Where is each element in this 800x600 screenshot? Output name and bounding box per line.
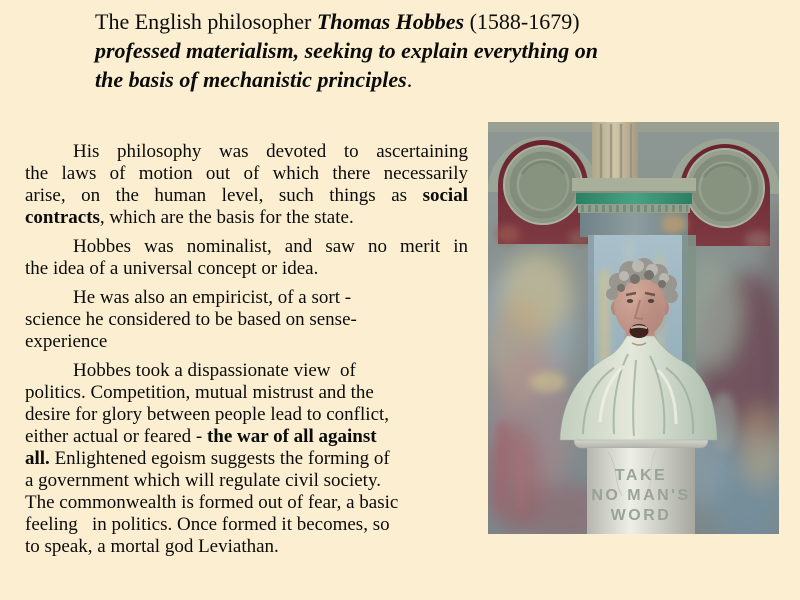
- text-line: [25, 185, 468, 207]
- text-line: [25, 258, 468, 280]
- text-segment: The commonwealth is formed out of fear, a basic: [25, 492, 399, 513]
- paragraph: [25, 141, 468, 229]
- text-line: [25, 360, 468, 382]
- paragraph: [25, 360, 468, 558]
- text-segment: the laws of motion out of which there necessarily: [25, 163, 468, 184]
- text-line: [25, 163, 468, 185]
- text-segment: a government which will regulate civil society.: [25, 470, 381, 491]
- text-line: [25, 514, 468, 536]
- text-line: [25, 331, 468, 353]
- pedestal-line-2: NO MAN'S: [591, 487, 691, 504]
- text-segment: experience: [25, 331, 108, 352]
- text-segment: science he considered to be based on sense-: [25, 309, 357, 330]
- slide-title: [95, 7, 735, 94]
- text-segment: Hobbes took a dispassionate view of: [73, 360, 356, 381]
- text-segment: desire for glory between people lead to conflict,: [25, 404, 390, 425]
- text-segment: Thomas Hobbes: [316, 9, 465, 34]
- text-line: [25, 426, 468, 448]
- pedestal-line-1: TAKE: [614, 467, 668, 484]
- text-segment: arise, on the human level, such things as: [25, 185, 423, 206]
- text-line: [25, 536, 468, 558]
- title-line: [95, 36, 735, 65]
- text-line: [25, 207, 468, 229]
- pedestal: [574, 430, 708, 535]
- title-line: [95, 65, 735, 94]
- text-segment: the war of all against: [206, 426, 377, 447]
- text-line: [25, 470, 468, 492]
- body-text: [25, 141, 468, 565]
- text-segment: Enlightened egoism suggests the forming of: [49, 448, 390, 469]
- text-line: [25, 141, 468, 163]
- title-line: [95, 7, 735, 36]
- paragraph: [25, 236, 468, 280]
- capital-block: [572, 178, 696, 237]
- text-segment: professed materialism, seeking to explain everything on: [95, 38, 598, 63]
- text-segment: either actual or feared -: [25, 426, 207, 447]
- text-segment: He was also an empiricist, of a sort -: [73, 287, 352, 308]
- text-segment: politics. Competition, mutual mistrust and the: [25, 382, 374, 403]
- text-segment: , which are the basis for the state.: [99, 207, 354, 228]
- text-segment: all.: [25, 448, 50, 469]
- text-line: [25, 448, 468, 470]
- arch-architecture: [488, 122, 779, 249]
- text-segment: the basis of mechanistic principles: [95, 67, 407, 92]
- text-segment: (1588-1679): [464, 9, 580, 34]
- text-line: [25, 309, 468, 331]
- hobbes-bust-image: [488, 122, 779, 534]
- paragraph: [25, 287, 468, 353]
- pedestal-line-3: WORD: [610, 507, 672, 524]
- text-line: [25, 404, 468, 426]
- text-segment: social: [422, 185, 468, 206]
- text-segment: His philosophy was devoted to ascertaining: [73, 141, 468, 162]
- text-segment: contracts: [25, 207, 100, 228]
- text-segment: .: [406, 67, 413, 92]
- bust-photo-illustration: [488, 122, 779, 534]
- text-segment: Hobbes was nominalist, and saw no merit in: [73, 236, 468, 257]
- text-line: [25, 236, 468, 258]
- right-medallion: [686, 149, 764, 227]
- text-line: [25, 382, 468, 404]
- fluted-column: [592, 122, 638, 182]
- text-segment: the idea of a universal concept or idea.: [25, 258, 319, 279]
- text-line: [25, 287, 468, 309]
- text-segment: to speak, a mortal god Leviathan.: [25, 536, 279, 557]
- text-segment: The English philosopher: [95, 9, 317, 34]
- left-medallion: [504, 146, 582, 224]
- text-segment: feeling in politics. Once formed it becomes, so: [25, 514, 390, 535]
- text-line: [25, 492, 468, 514]
